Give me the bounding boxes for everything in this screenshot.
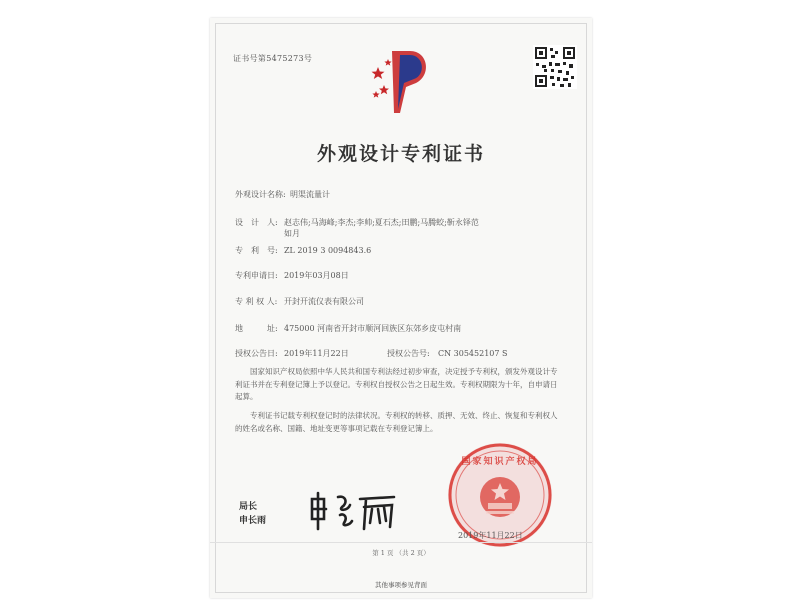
field-value-patent-number: ZL 2019 3 0094843.6: [284, 246, 372, 255]
field-value-designers: 赵志伟;马海峰;李杰;李帅;夏石杰;田鹏;马腾蛟;靳永铎范如月: [284, 218, 479, 238]
field-value-announcement-no: CN 305452107 S: [438, 349, 508, 358]
field-value-address: 475000 河南省开封市顺河回族区东郊乡皮屯村南: [284, 324, 462, 333]
qr-code-icon: [533, 45, 577, 89]
field-label-patentee: 专 利 权 人:: [235, 297, 278, 306]
patent-logo-icon: [370, 45, 434, 117]
footer-divider: [210, 542, 592, 543]
field-value-patentee: 开封开流仪表有限公司: [284, 297, 364, 306]
seal-text: 国家知识产权局: [461, 457, 539, 467]
page-number: 第 1 页 （共 2 页）: [372, 549, 430, 557]
field-value-application-date: 2019年03月08日: [284, 271, 349, 280]
field-label-announcement-no: 授权公告号:: [387, 349, 430, 358]
director-name: 申长雨: [239, 516, 267, 526]
director-signature-icon: [308, 489, 400, 533]
field-label-application-date: 专利申请日:: [235, 271, 278, 280]
certificate-sheet: [210, 18, 592, 598]
field-label-designers: 设 计 人:: [235, 218, 278, 227]
back-note: 其他事项参见背面: [375, 581, 427, 589]
certificate-number: 证书号第5475273号: [233, 54, 313, 63]
legal-status-paragraph: 专利证书记载专利权登记时的法律状况。专利权的转移、质押、无效、终止、恢复和专利权人的姓名或名称、国籍、地址变更等事项记载在专利登记簿上。: [235, 411, 558, 433]
field-label-grant-date: 授权公告日:: [235, 349, 278, 358]
field-label-design-name: 外观设计名称:: [235, 190, 286, 199]
field-label-patent-number: 专 利 号:: [235, 246, 278, 255]
field-value-design-name: 明渠流量计: [290, 190, 330, 199]
director-title: 局长: [239, 502, 258, 512]
field-value-grant-date: 2019年11月22日: [284, 349, 349, 358]
seal-date: 2019年11月22日: [458, 531, 523, 540]
certificate-title: 外观设计专利证书: [316, 143, 485, 165]
field-label-address: 地 址:: [235, 324, 278, 333]
grant-paragraph: 国家知识产权局依照中华人民共和国专利法经过初步审查，决定授予专利权，颁发外观设计专利证书并在专利登记簿上予以登记。专利权自授权公告之日起生效。专利权期限为十年，自申请日起算。: [235, 367, 558, 401]
